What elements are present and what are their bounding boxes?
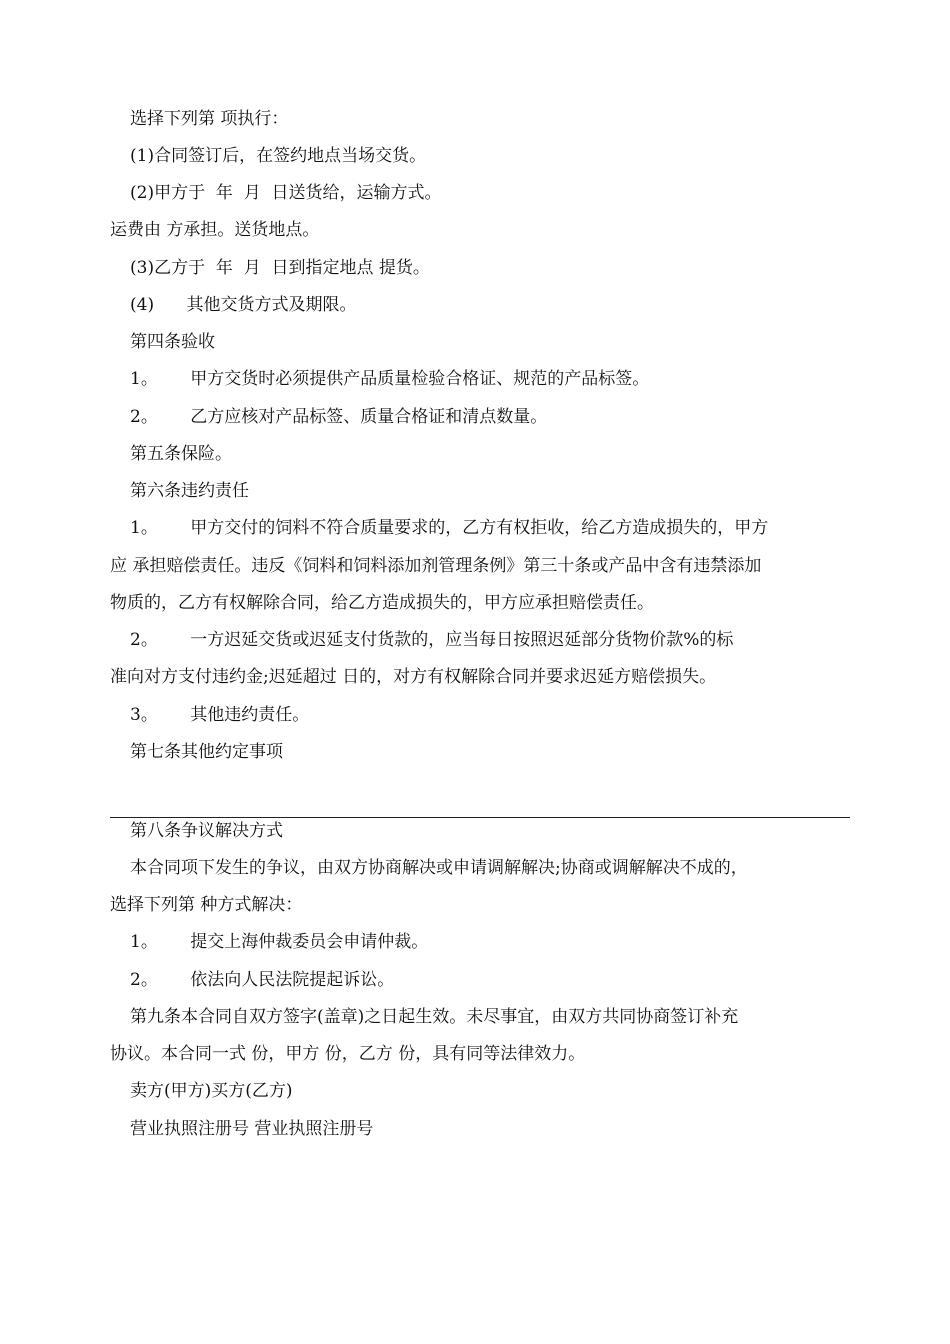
text-line: (4) 其他交货方式及期限。	[130, 295, 357, 315]
text-line: (2)甲方于 年 月 日送货给，运输方式。	[130, 183, 442, 203]
text-line: 物质的，乙方有权解除合同，给乙方造成损失的，甲方应承担赔偿责任。	[110, 593, 654, 613]
text-line: 3。 其他违约责任。	[130, 705, 310, 725]
section-heading: 第四条验收	[130, 332, 215, 352]
horizontal-rule	[110, 817, 850, 818]
text-line: 2。 乙方应核对产品标签、质量合格证和清点数量。	[130, 407, 548, 427]
section-heading: 第五条保险。	[130, 444, 232, 464]
text-line: 2。 依法向人民法院提起诉讼。	[130, 970, 395, 990]
section-heading: 第八条争议解决方式	[130, 821, 283, 841]
text-line: 运费由 方承担。送货地点。	[110, 220, 320, 240]
registration-labels: 营业执照注册号 营业执照注册号	[130, 1119, 374, 1139]
text-line: 协议。本合同一式 份，甲方 份，乙方 份，具有同等法律效力。	[110, 1044, 586, 1064]
text-line: 选择下列第 种方式解决：	[110, 895, 303, 915]
text-line: 选择下列第 项执行：	[130, 109, 289, 129]
section-heading: 第九条本合同自双方签字(盖章)之日起生效。未尽事宜，由双方共同协商签订补充	[130, 1007, 739, 1027]
section-heading: 第七条其他约定事项	[130, 742, 283, 762]
signature-labels: 卖方(甲方)买方(乙方)	[130, 1081, 293, 1101]
text-line: 2。 一方迟延交货或迟延支付货款的，应当每日按照迟延部分货物价款%的标	[130, 630, 734, 650]
text-line: 1。 甲方交货时必须提供产品质量检验合格证、规范的产品标签。	[130, 369, 650, 389]
text-line: 应 承担赔偿责任。违反《饲料和饲料添加剂管理条例》第三十条或产品中含有违禁添加	[110, 556, 762, 576]
section-heading: 第六条违约责任	[130, 481, 249, 501]
text-line: 1。 提交上海仲裁委员会申请仲裁。	[130, 932, 429, 952]
text-line: 1。 甲方交付的饲料不符合质量要求的，乙方有权拒收，给乙方造成损失的，甲方	[130, 518, 769, 538]
text-line: (1)合同签订后，在签约地点当场交货。	[130, 146, 427, 166]
text-line: 准向对方支付违约金;迟延超过 日的，对方有权解除合同并要求迟延方赔偿损失。	[110, 667, 717, 687]
text-line: (3)乙方于 年 月 日到指定地点 提货。	[130, 258, 430, 278]
text-line: 本合同项下发生的争议，由双方协商解决或申请调解解决;协商或调解解决不成的，	[130, 858, 748, 878]
